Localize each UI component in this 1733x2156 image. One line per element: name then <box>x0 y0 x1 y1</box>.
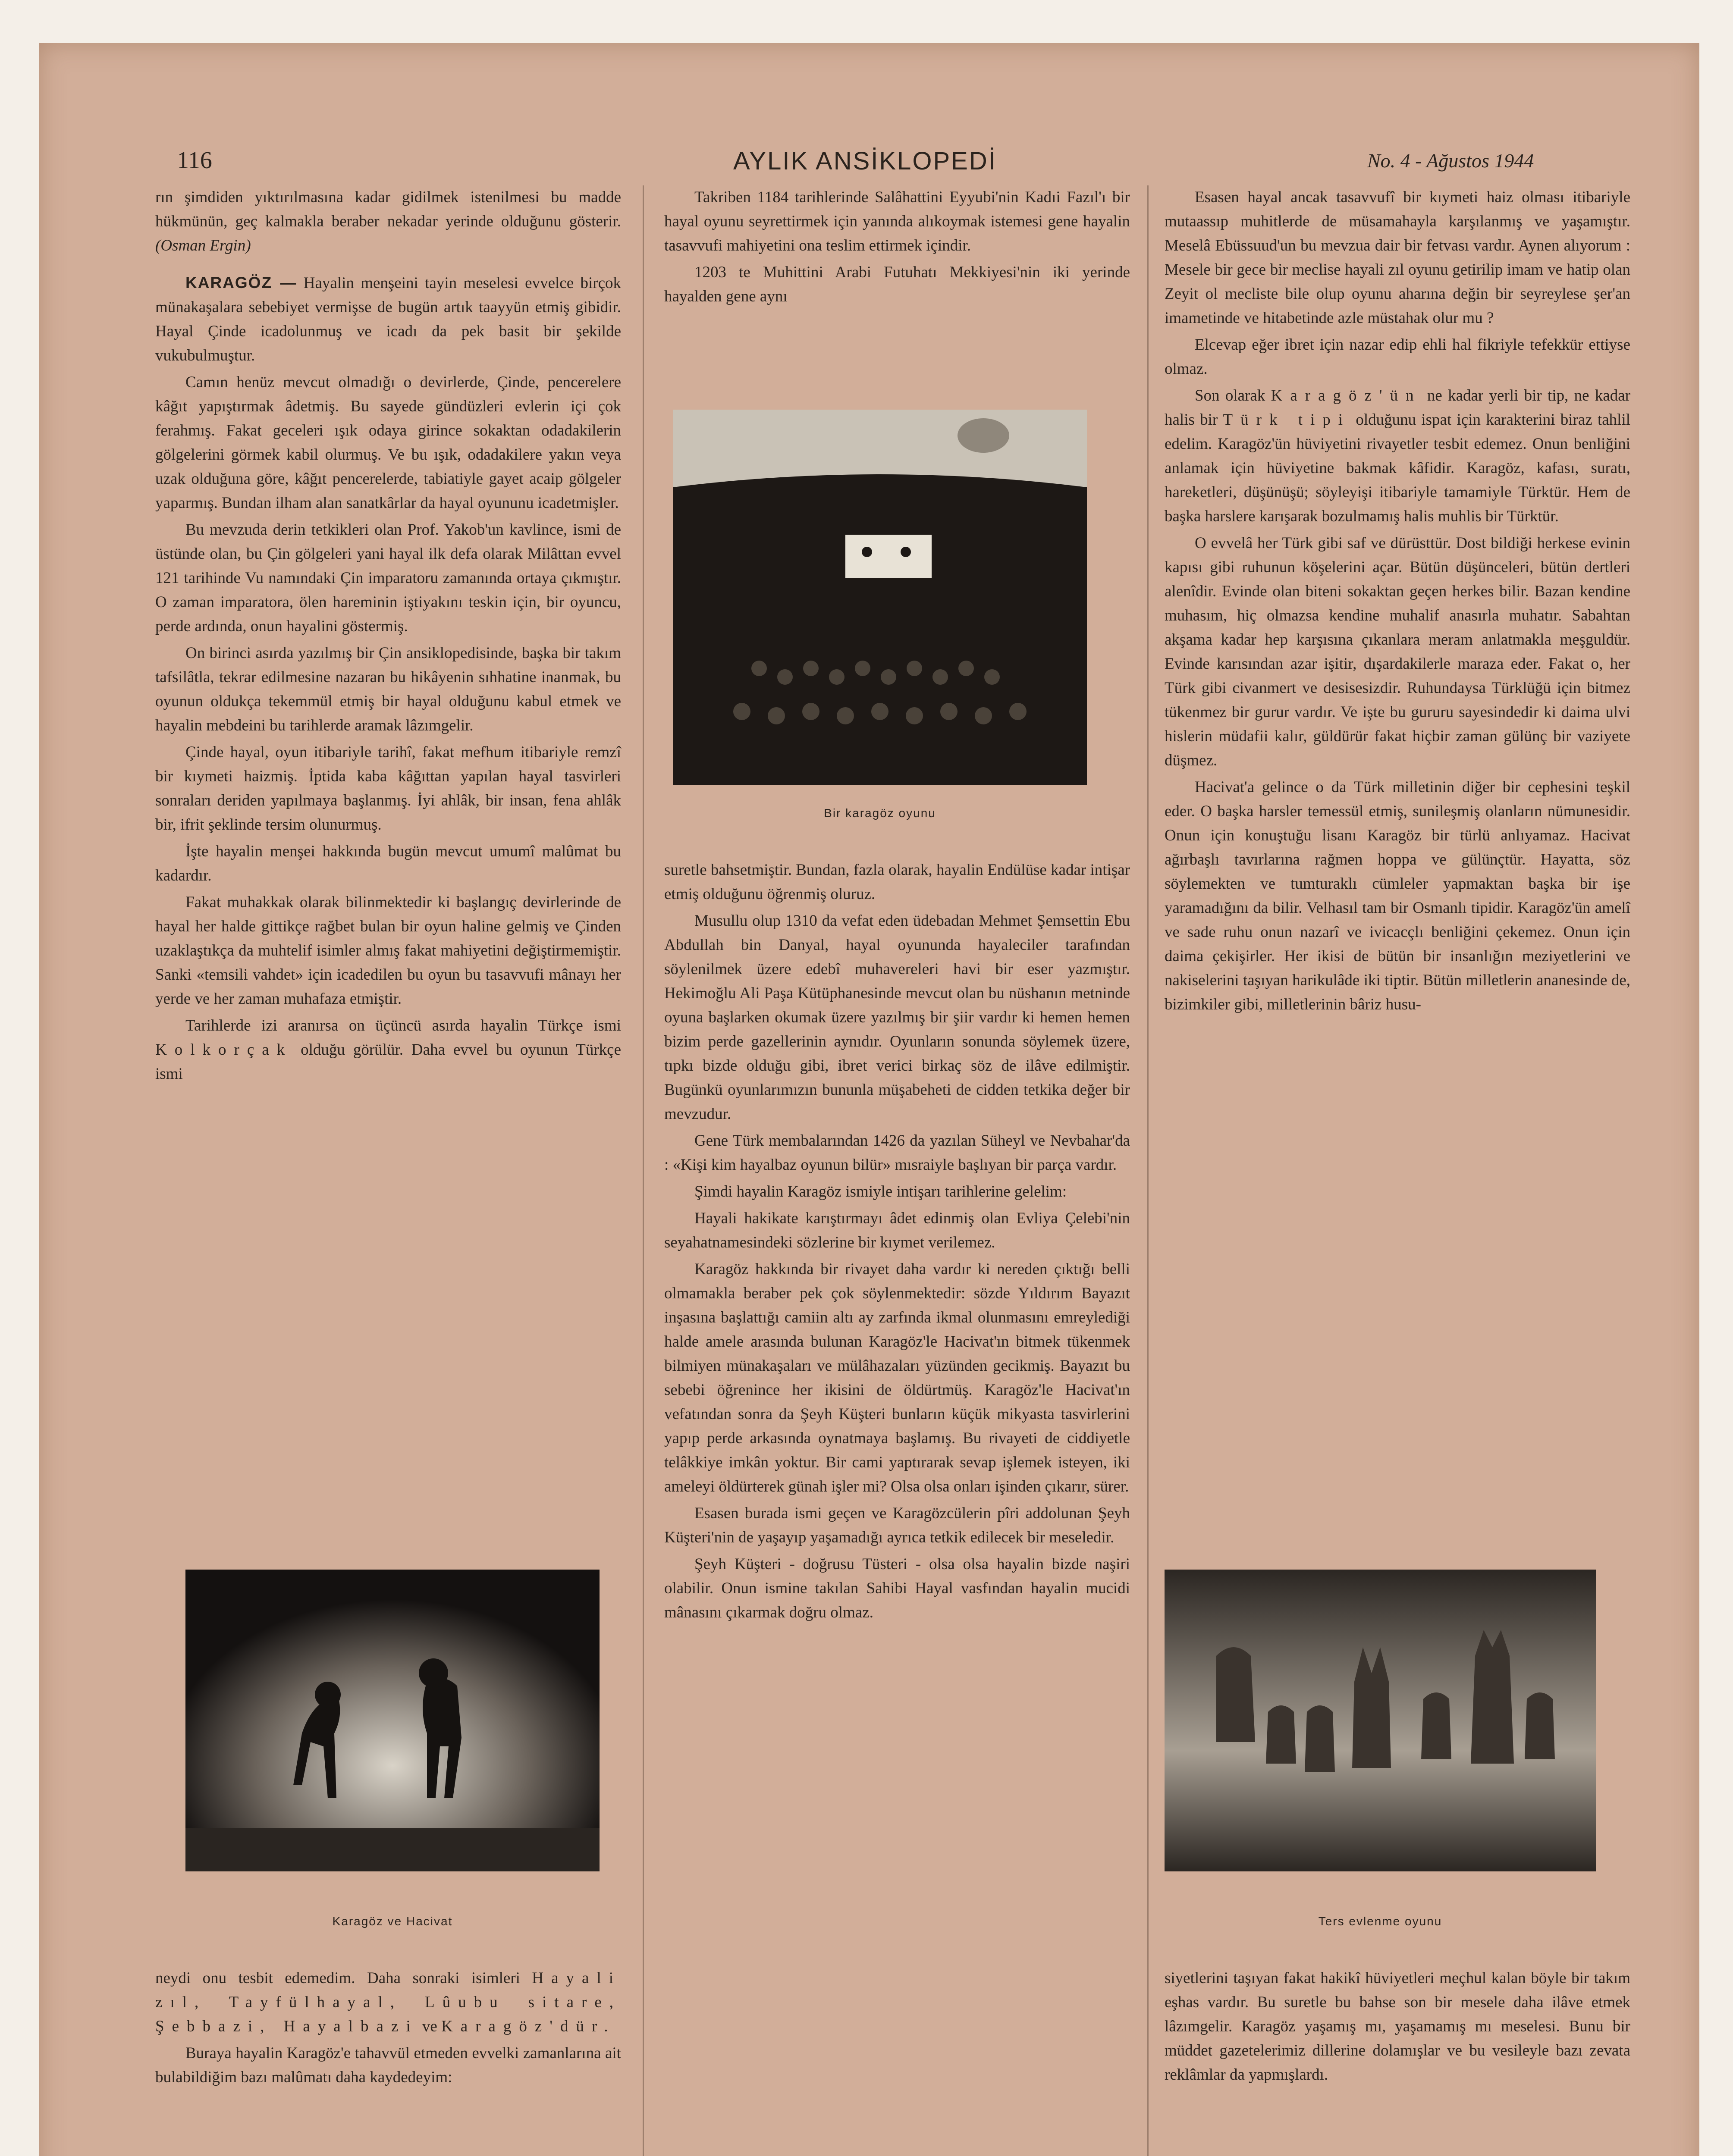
paragraph: Şeyh Küşteri - doğrusu Tüsteri - olsa olsa hayalin bizde naşiri olabilir. Onun ismine takılan Sahibi Hayal vasfından hayalin mucidi mânasını çıkarmak doğru olmaz. <box>664 1555 1130 1621</box>
paragraph: Camın henüz mevcut olmadığı o devirlerde, Çinde, pencerelere kâğıt yapıştırmak âdetmiş. Bu sayede gündüzleri evlerin içi çok ferahmış. Fakat geceleri ışık odaya girince sokaktan odadakilerin gölgelerini görmek kabil olurmuş. Ve bu ışık, odadakilere yakın veya uzak olduğuna göre, kâğıt pencerelerde, tabiatiyle gayet acaip gölgeler yaparmış. Bundan ilham alan sanatkârlar da hayal oyununu icadetmişler. <box>155 373 621 512</box>
paragraph: On birinci asırda yazılmış bir Çin ansiklopedisinde, başka bir takım tafsilâtla, tekrar edilmesine nazaran bu hikâyenin sıhhatine inanmak, bu oyunun oldukça tekemmül etmiş bir hayal olduğunu kabul etmek ve hayalin mebdeini bu tarihlerde aramak lâzımgelir. <box>155 644 621 734</box>
paragraph: 1203 te Muhittini Arabi Futuhatı Mekkiyesi'nin iki yerinde hayalden gene aynı <box>664 263 1130 305</box>
column-divider <box>1147 185 1149 2156</box>
photo-caption: Ters evlenme oyunu <box>1318 1915 1442 1928</box>
column-3 <box>1165 185 1630 1019</box>
spaced-name: Karagöz'ün <box>1271 387 1422 404</box>
spaced-name: Türk tipi <box>1223 411 1351 429</box>
text: neydi onu tesbit edemedim. Daha sonraki isimleri <box>155 1969 520 1987</box>
text: Tarihlerde izi aranırsa on üçüncü asırda hayalin Türkçe ismi <box>185 1017 621 1034</box>
text: olduğunu ispat için karakterini biraz tahlil edelim. Karagöz'ün hüviyetini rivayetler tesbit edemez. Onun benliğini anlamak için hüviyetine bakmak kâfidir. Karagöz, kafası, suratı, hareketleri, düşünüşü; söyleyişi itibariyle tamamiyle Türktür. Hem de başka harslere karışarak bozulmamış halis muhlis bir Türktür. <box>1165 411 1631 525</box>
paragraph: O evvelâ her Türk gibi saf ve dürüsttür. Dost bildiği herkese evinin kapısı gibi ruhunun köşelerini açar. Bütün düşünceleri, bütün dertleri alenîdir. Evinde olan biteni sokaktan geçen herkes bilir. Bazan kendine muhasım, hiç olmazsa kendine muhalif anasırla muhatır. Sabahtan akşama kadar hep karşısına çıkanlara meram anlatmakla meşguldür. Evinde karısından azar işitir, dışardakilerle maraza eder. Fakat o, her Türk gibi civanmert ve desisesizdir. Ruhundaysa Türklüğü için bitmez tükenmez bir gurur vardır. Ve işte bu gururu sayesindedir ki daima ulvi hislerin müdafii kalır, güldürür fakat hiçbir zaman gülünç bir vaziyete düşmez. <box>1165 534 1630 769</box>
paragraph <box>155 1014 621 1086</box>
karagoz-show-photo <box>673 410 1087 785</box>
paragraph: Hayali hakikate karıştırmayı âdet edinmiş olan Evliya Çelebi'nin seyahatnamesindeki sözlerine bir kıymet verilemez. <box>664 1210 1130 1251</box>
text: ve <box>422 2018 437 2035</box>
spaced-name: Karagöz'dür. <box>441 2018 616 2035</box>
paragraph <box>155 271 621 368</box>
spaced-name: Kolkorçak <box>155 1041 293 1059</box>
paragraph: Bu mevzuda derin tetkikleri olan Prof. Yakob'un kavlince, ismi de üstünde olan, bu Çin gölgeleri yani hayal ilk defa olarak Milâttan evvel 121 tarihinde Vu namındaki Çin imparatoru zamanında ortaya çıkmıştır. O zaman imparatora, ölen hareminin iştiyakını teskin için, bir oyuncu, perde ardında, onun hayalini göstermiş. <box>155 521 621 635</box>
paragraph <box>155 1966 621 2039</box>
paragraph <box>1165 384 1630 529</box>
text: ne kadar yerli bir tip, ne kadar halis bir <box>1165 387 1631 429</box>
paragraph: İşte hayalin menşei hakkında bugün mevcut umumî malûmat bu kadardır. <box>155 843 621 884</box>
column-divider <box>643 185 644 2156</box>
page-header <box>0 147 1733 181</box>
audience-image <box>673 410 1087 785</box>
photo-caption: Karagöz ve Hacivat <box>332 1915 453 1928</box>
paragraph: Karagöz hakkında bir rivayet daha vardır ki nereden çıktığı belli olmamakla beraber pek çok söylenmektedir: sözde Yıldırım Bayazıt inşasına başlattığı camiin altı ay zarfında ikmal olunmasını emreylediği halde amele arasında bulunan Karagöz'le Hacivat'ın bitmek tükenmek bilmiyen münakaşaları ve mülâhazaları yüzünden gecikmiş. Bayazıt bu sebebi öğrenince her ikisini de öldürtmüş. Karagöz'le Hacivat'ın vefatından sonra da Şeyh Küşteri bunların küçük mikyasta tasvirlerini yapıp perde arkasında oynatmaya başlamış. Bu rivayeti de ciddiyetle telâkkiye imkân yoktur. Bir cami yaptırarak sevap işlemek isteyen, iki ameleyi öldürterek günah işler mi? Olsa olsa onları işinden çıkarır, sürer. <box>664 1260 1130 1495</box>
paragraph <box>155 185 621 258</box>
paragraph: Şimdi hayalin Karagöz ismiyle intişarı tarihlerine gelelim: <box>694 1183 1067 1200</box>
paragraph: Hacivat'a gelince o da Türk milletinin diğer bir cephesini teşkil eder. O başka harsler temessül etmiş, sunileşmiş olanların nümunesidir. Onun için konuştuğu lisanı Karagöz bir türlü anlıyamaz. Hacivat ağırbaşlı tavırlarına rağmen hoppa ve gülünçtür. Hayatta, söz söylemekten ve tumturaklı cümleler yapmaktan başka bir işe yaramadığını da bilir. Velhasıl tam bir Osmanlı tipidir. Karagöz'ün amelî ve sade ruhu onun nazarî ve ivicacçlı benliğini çekemez. Onun için daima çekişirler. Her ikisi de bütün bir insanlığın meziyetlerini ve nakiselerini taşıyan harikulâde iki tiptir. Bütün milletlerin ananesinde de, bizimkiler gibi, milletlerinin bâriz husu- <box>1165 778 1630 1013</box>
ters-evlenme-photo <box>1165 1570 1596 1871</box>
karagoz-hacivat-photo <box>185 1570 600 1871</box>
text: Son olarak <box>1195 387 1265 404</box>
paragraph: Musullu olup 1310 da vefat eden üdebadan Mehmet Şemsettin Ebu Abdullah bin Danyal, hayal oyununda hayaleciler tarafından söylenilmek üzere edebî muhavereleri havi bir eser yazmıştır. Hekimoğlu Ali Paşa Kütüphanesinde mevcut olan bu nüshanın metninde oyuna başlarken okumak üzere yazılmış bir şiir vardır ki hemen hemen bizim perde gazellerinin aynıdır. Oyunların sonunda söylemek üzere, tıpkı bizde olduğu gibi, ibret verici birkaç söz de ilâve edilmiştir. Bugünkü oyunlarımızın bununla müşabeheti de cidden tetkika değer bir mevzudur. <box>664 912 1130 1123</box>
column-2 <box>664 185 1130 311</box>
shadow-puppet-image <box>185 1570 600 1871</box>
paragraph: Buraya hayalin Karagöz'e tahavvül etmeden evvelki zamanlarına ait bulabildiğim bazı malûmatı daha kaydedeyim: <box>155 2044 621 2086</box>
text: rın şimdiden yıktırılmasına kadar gidilmek istenilmesi bu madde hükmünün, geç kalmakla beraber nekadar yerinde olduğunu gösterir. <box>155 188 621 230</box>
issue-info: No. 4 - Ağustos 1944 <box>1367 150 1534 172</box>
column-1 <box>155 185 621 1089</box>
column-2-bottom <box>664 858 1130 1627</box>
paragraph: Çinde hayal, oyun itibariyle tarihî, fakat mefhum itibariyle remzî bir kıymeti haizmiş. İptida kaba kâğıttan yapılan hayal tasvirleri sonraları deriden yapılmaya başlanmış. İyi ahlâk, bir insan, fena ahlâk bir, ifrit şeklinde tersim olunurmuş. <box>155 743 621 834</box>
paragraph: Gene Türk membalarından 1426 da yazılan Süheyl ve Nevbahar'da : «Kişi kim hayalbaz oyunun bilür» mısraiyle başlıyan bir parça vardır. <box>664 1132 1130 1174</box>
text: Hayalin menşeini tayin meselesi evvelce birçok münakaşalara sebebiyet vermişse de bugün artık taayyün etmiş gibidir. Hayal Çinde icadolunmuş ve icadı da pek basit bir şekilde vukubulmuştur. <box>155 274 621 364</box>
journal-title: AYLIK ANSİKLOPEDİ <box>733 147 997 175</box>
paragraph: Elcevap eğer ibret için nazar edip ehli hal fikriyle tefekkür ettiyse olmaz. <box>1165 336 1630 378</box>
paragraph: suretle bahsetmiştir. Bundan, fazla olarak, hayalin Endülüse kadar intişar etmiş olduğunu öğrenmiş oluruz. <box>664 861 1130 903</box>
shadow-puppet-image <box>1165 1570 1596 1871</box>
spaced-names: Hayali zıl, Tayfülhayal, Lûubu sitare, Şebbazi, Hayalbazi <box>155 1969 622 2035</box>
paragraph: Takriben 1184 tarihlerinde Salâhattini Eyyubi'nin Kadıi Fazıl'ı bir hayal oyunu seyrettirmek için yanında alıkoymak istemesi gene hayalin tasavvufi mahiyetini ona teslim ettirmek içindir. <box>664 188 1130 254</box>
text: olduğu görülür. Daha evvel bu oyunun Türkçe ismi <box>155 1041 622 1083</box>
author-credit: (Osman Ergin) <box>155 237 251 254</box>
paragraph: Fakat muhakkak olarak bilinmektedir ki başlangıç devirlerinde de hayal her halde gittikçe rağbet bulan bir oyun haline gelmiş ve Çinden uzaklaştıkça da muhtelif isimler almış fakat mahiyetini değiştirmemiştir. Sanki «temsili vahdet» için icadedilen bu oyun bu tasavvufi mânayı her yerde ve her zaman muhafaza etmiştir. <box>155 893 621 1008</box>
page-number: 116 <box>177 147 212 174</box>
section-heading: KARAGÖZ — <box>185 274 297 291</box>
paragraph: Esasen burada ismi geçen ve Karagözcülerin pîri addolunan Şeyh Küşteri'nin de yaşayıp yaşamadığı ayrıca tetkik edilecek bir meseledir. <box>664 1504 1130 1546</box>
column-3-bottom <box>1165 1966 1630 2090</box>
paragraph: Esasen hayal ancak tasavvufî bir kıymeti haiz olması itibariyle mutaassıp muhitlerde de müsamahayla karşılanmış ve yaşamıştır. Meselâ Ebüssuud'un bu mevzua dair bir fetvası vardır. Aynen alıyorum : Mesele bir gece bir meclise hayali zıl oyunu getirilip imam ve hatip olan Zeyit ol mecliste bile olup oyunu aharına değin bir seyreylese şer'an imametinde ve hitabetinde azle müstahak olur mu ? <box>1165 188 1630 327</box>
paragraph: siyetlerini taşıyan fakat hakikî hüviyetleri meçhul kalan böyle bir takım eşhas vardır. Bu suretle bu bahse son bir mesele daha ilâve etmek lâzımgelir. Karagöz yaşamış mı, yaşamamış mı meselesi. Bunu bir müddet gazetelerimiz dillerine dolamışlar ve bu vesileyle bazı zevata reklâmlar da yapmışlardı. <box>1165 1969 1630 2084</box>
column-1-bottom <box>155 1966 621 2092</box>
photo-caption: Bir karagöz oyunu <box>824 806 936 820</box>
